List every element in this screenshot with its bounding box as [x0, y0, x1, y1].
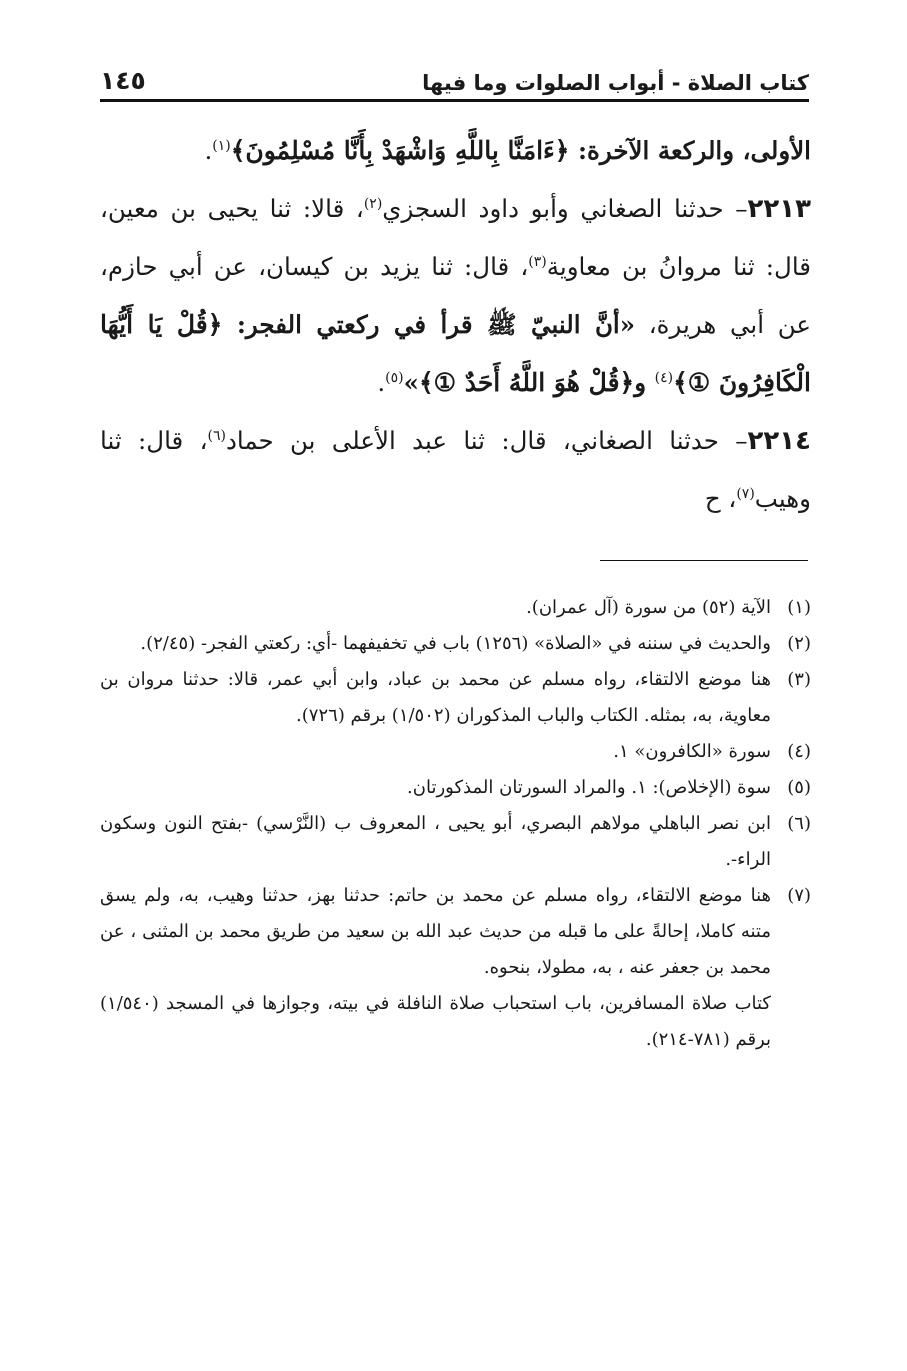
- page-number: ١٤٥: [100, 66, 146, 95]
- footnote-number: (٣): [787, 669, 811, 690]
- footnote-text: هنا موضع الالتقاء، رواه مسلم عن محمد بن حاتم: حدثنا بهز، حدثنا وهيب، به، ولم يسق متنه كاملا، إحالةً على ما قبله من حديث عبد الله بن سعيد من طريق محمد بن المثنى ، عن محمد بن جعفر عنه ، به، مطولا، بنحوه.: [100, 885, 772, 978]
- footnote: [100, 626, 811, 662]
- running-header: [100, 62, 809, 102]
- footnote-text: والحديث في سننه في «الصلاة» (١٢٥٦) باب في تخفيفهما -أي: ركعتي الفجر- (٢/٤٥).: [140, 633, 771, 654]
- footnote-separator: [600, 560, 808, 561]
- footnote-text: هنا موضع الالتقاء، رواه مسلم عن محمد بن عباد، وابن أبي عمر، قالا: حدثنا مروان بن معاوية، به، بمثله. الكتاب والباب المذكوران (١/٥٠٢) برقم (٧٢٦).: [100, 669, 771, 726]
- footnote-continuation: كتاب صلاة المسافرين، باب استحباب صلاة النافلة في بيته، وجوازها في المسجد (١/٥٤٠) برقم (٧٨١-٢١٤).: [100, 993, 771, 1050]
- quran-verse: ﴿ءَامَنَّا بِاللَّهِ وَاشْهَدْ بِأَنَّا مُسْلِمُونَ﴾: [230, 136, 570, 165]
- footnote-number: (٤): [787, 741, 811, 762]
- footnote-ref: (٧): [736, 485, 755, 502]
- footnote-ref: (٢): [363, 195, 383, 212]
- text-segment: ، ح: [704, 484, 737, 513]
- hadith-number: ٢٢١٤: [747, 426, 811, 456]
- quran-verse: ﴿قُلْ هُوَ اللَّهُ أَحَدٌ ①﴾: [418, 368, 635, 397]
- footnote-number: (٧): [787, 885, 812, 906]
- footnote-ref: (١): [212, 137, 231, 154]
- footnote-number: (٥): [787, 777, 811, 798]
- text-segment: و: [634, 368, 655, 397]
- text-segment: ، قالا: ثنا يحيى بن معين، قال: ثنا مروانُ بن معاوية: [100, 194, 811, 281]
- footnote-ref: (٥): [385, 369, 404, 386]
- footnote-number: (١): [787, 597, 811, 618]
- footnotes: [100, 590, 811, 1058]
- main-text: [100, 122, 811, 528]
- footnote: [100, 662, 811, 734]
- hadith-2213: [100, 180, 811, 412]
- footnote-ref: (٣): [528, 253, 547, 270]
- footnote-text: سورة «الكافرون» ١.: [613, 741, 771, 762]
- text-segment: ، قال: ثنا وهيب: [100, 426, 811, 513]
- text-segment: ، قال: ثنا يزيد بن كيسان، عن أبي حازم، عن أبي هريرة،: [100, 252, 812, 339]
- hadith-matn: «أنَّ النبيّ ﷺ قرأ في ركعتي الفجر:: [222, 310, 636, 339]
- footnote: [100, 590, 811, 626]
- hadith-2214: [100, 412, 811, 528]
- header-title: كتاب الصلاة - أبواب الصلوات وما فيها: [422, 71, 809, 95]
- text-segment: الأولى، والركعة الآخرة:: [569, 136, 811, 165]
- footnote-text: ابن نصر الباهلي مولاهم البصري، أبو يحيى ، المعروف ب (النَّرْسي) -بفتح النون وسكون الراء-.: [100, 813, 771, 870]
- footnote-text: الآية (٥٢) من سورة (آل عمران).: [526, 597, 771, 618]
- footnote: [100, 770, 811, 806]
- footnote: [100, 734, 811, 770]
- footnote: [100, 806, 811, 878]
- text-segment: .: [204, 136, 213, 165]
- footnote-text: سوة (الإخلاص): ١. والمراد السورتان المذكورتان.: [407, 777, 771, 798]
- text-segment: – حدثنا الصغاني، قال: ثنا عبد الأعلى بن حماد: [225, 426, 748, 455]
- paragraph-verse-end: [100, 122, 811, 180]
- footnote: [100, 878, 811, 986]
- footnote-number: (٢): [787, 633, 811, 654]
- text-segment: .: [377, 368, 386, 397]
- text-segment: – حدثنا الصغاني وأبو داود السجزي: [382, 194, 748, 223]
- quran-verse: ﴿قُلْ يَا أَيُّهَا الْكَافِرُونَ ①﴾: [100, 310, 811, 397]
- footnote-number: (٦): [787, 813, 811, 834]
- footnote-ref: (٤): [654, 369, 674, 386]
- text-segment: »: [403, 368, 419, 397]
- hadith-number: ٢٢١٣: [747, 194, 811, 224]
- footnote-ref: (٦): [207, 427, 226, 444]
